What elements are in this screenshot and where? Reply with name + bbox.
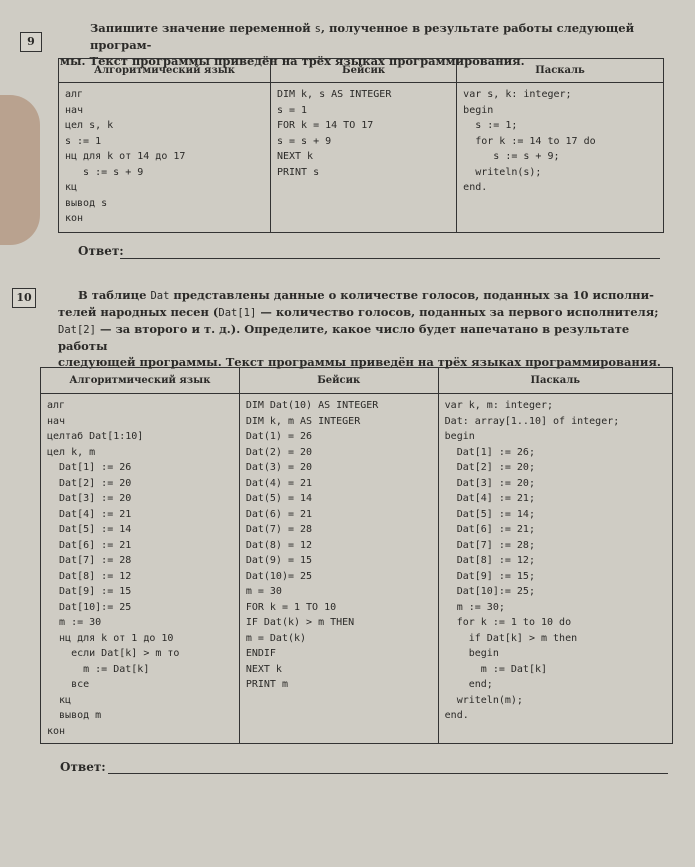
intro-text: представлены данные о количестве голосов, поданных за 10 исполни- (169, 288, 654, 302)
task-10-pascal-code (438, 394, 672, 744)
task-9-alg-line: нц для k от 14 до 17 (65, 151, 186, 162)
task-9-intro-var: s (314, 23, 321, 35)
task-10-pascal-line: Dat[3] := 20; (444, 477, 535, 489)
task-10-alg-line: все (47, 679, 90, 690)
inline-code: Dat (150, 290, 170, 302)
task-10-pascal-line: if Dat[k] > m then (444, 632, 578, 644)
task-10-pascal-line: m := 30; (444, 601, 505, 613)
task-10-basic-code (239, 394, 438, 744)
task-10-alg-line: Dat[8] := 12 (47, 570, 132, 582)
task-10-alg-line: цел k, m (47, 446, 96, 458)
task-10-intro-line1 (58, 287, 678, 304)
task-10-alg-line: кон (47, 725, 66, 737)
task-10-pascal-line: var k, m: integer; (444, 400, 554, 411)
task-10-intro (58, 287, 678, 370)
intro-text: В таблице (78, 288, 151, 302)
task-9-header-alg: Алгоритмический язык (59, 59, 271, 83)
task-9-header-pascal: Паскаль (457, 59, 664, 83)
task-9-alg-line: кц (65, 182, 78, 193)
task-9-alg-line: s := s + 9 (65, 166, 144, 178)
task-10-basic-line: Dat(2) = 20 (245, 446, 313, 458)
task-10-answer-line[interactable] (108, 773, 668, 774)
task-10-answer-label: Ответ: (60, 760, 106, 774)
task-10-basic-line: DIM Dat(10) AS INTEGER (245, 400, 379, 411)
task-10-pascal-line: Dat[9] := 15; (444, 570, 535, 582)
task-9-pascal-line: s := 1; (463, 120, 518, 131)
task-10-alg-line: кц (47, 694, 72, 706)
task-9-basic-line: DIM k, s AS INTEGER (276, 89, 392, 100)
task-10-alg-line: нач (47, 415, 66, 427)
task-9-pascal-line: for k := 14 to 17 do (463, 135, 596, 147)
task-9-alg-line: вывод s (65, 197, 108, 209)
intro-text: телей народных песен ( (58, 305, 219, 319)
task-10-alg-line: Dat[2] := 20 (47, 477, 132, 489)
task-10-pascal-line: Dat[4] := 21; (444, 493, 535, 504)
task-10-basic-line: Dat(1) = 26 (245, 431, 313, 442)
task-10-basic-line: Dat(5) = 14 (245, 493, 313, 504)
task-9-program-table (58, 58, 664, 233)
task-10-pascal-line: Dat: array[1..10] of integer; (444, 415, 620, 427)
task-10-pascal-line: m := Dat[k] (444, 663, 548, 675)
task-9-header-basic: Бейсик (270, 59, 456, 83)
task-9-pascal-line: var s, k: integer; (463, 89, 572, 100)
task-10-pascal-line: Dat[8] := 12; (444, 555, 535, 566)
task-10-basic-line: Dat(3) = 20 (245, 462, 313, 473)
task-10-basic-line: DIM k, m AS INTEGER (245, 415, 361, 427)
task-9-pascal-line: writeln(s); (463, 166, 542, 178)
task-10-header-basic: Бейсик (239, 368, 438, 394)
task-10-alg-line: алг (47, 400, 66, 411)
task-10-basic-line: IF Dat(k) > m THEN (245, 617, 355, 628)
task-10-basic-line: m = Dat(k) (245, 632, 307, 644)
task-10-alg-line: вывод m (47, 710, 102, 721)
task-9-basic-code (270, 83, 456, 233)
task-9-answer-label: Ответ: (78, 244, 124, 258)
task-9-basic-line: s = s + 9 (276, 135, 332, 147)
task-10-pascal-line: Dat[7] := 28; (444, 539, 535, 551)
task-10-pascal-line: begin (444, 648, 499, 659)
task-10-intro-line4: следующей программы. Текст программы приведён на трёх языках программирования. (58, 355, 661, 369)
task-10-alg-line: Dat[10]:= 25 (47, 601, 132, 613)
task-9-pascal-line: end. (463, 182, 488, 193)
task-10-basic-line: Dat(4) = 21 (245, 477, 313, 489)
task-10-pascal-line: begin (444, 431, 475, 442)
task-10-pascal-line: Dat[5] := 14; (444, 508, 535, 520)
task-10-header-alg: Алгоритмический язык (41, 368, 240, 394)
task-10-alg-line: если Dat[k] > m то (47, 648, 180, 659)
task-10-intro-line3 (58, 321, 678, 354)
intro-text: — количество голосов, поданных за первого исполнителя; (256, 305, 659, 319)
task-9-alg-code (59, 83, 271, 233)
task-10-basic-line: ENDIF (245, 648, 276, 659)
task-9-intro-b: , полученное в результате работы следующей програм- (90, 21, 635, 52)
task-9-basic-line: NEXT k (276, 151, 314, 162)
task-10-pascal-line: Dat[1] := 26; (444, 446, 535, 458)
task-10-basic-line: Dat(6) = 21 (245, 508, 313, 520)
task-10-basic-line: Dat(8) = 12 (245, 539, 313, 551)
task-10-basic-line: Dat(9) = 15 (245, 555, 313, 566)
task-10-alg-line: Dat[5] := 14 (47, 524, 132, 535)
task-9-pascal-code (457, 83, 664, 233)
task-9-alg-line: кон (65, 213, 84, 224)
task-9-alg-line: алг (65, 89, 84, 100)
task-10-alg-line: целтаб Dat[1:10] (47, 431, 144, 442)
task-9-pascal-line: begin (463, 104, 494, 116)
task-10-basic-line: NEXT k (245, 663, 282, 675)
task-10-intro-line2 (58, 304, 678, 321)
task-10-alg-line: Dat[9] := 15 (47, 586, 132, 597)
task-10-alg-line: Dat[7] := 28 (47, 555, 132, 566)
task-10-alg-line: Dat[4] := 21 (47, 508, 132, 520)
task-9-intro-a: Запишите значение переменной (90, 21, 315, 35)
task-9-alg-line: s := 1 (65, 135, 102, 147)
inline-code: Dat[1] (218, 307, 257, 319)
task-9-pascal-line: s := s + 9; (463, 151, 560, 162)
task-10-alg-line: нц для k от 1 до 10 (47, 632, 174, 644)
task-10-basic-line: m = 30 (245, 586, 282, 597)
task-9-alg-line: нач (65, 104, 84, 116)
task-10-pascal-line: Dat[10]:= 25; (444, 586, 535, 597)
inline-code: Dat[2] (58, 324, 96, 336)
thumb (0, 95, 40, 245)
task-10-alg-line: Dat[1] := 26 (47, 462, 132, 473)
task-9-basic-line: FOR k = 14 TO 17 (276, 120, 374, 131)
task-10-basic-line: PRINT m (245, 679, 288, 690)
task-10-number: 10 (12, 288, 36, 308)
task-10-pascal-line: end; (444, 679, 493, 690)
task-10-program-table (40, 367, 673, 744)
task-10-pascal-line: Dat[2] := 20; (444, 462, 535, 473)
task-9-number: 9 (20, 32, 42, 52)
task-10-pascal-line: end. (444, 710, 469, 721)
task-10-pascal-line: Dat[6] := 21; (444, 524, 535, 535)
task-9-answer-line[interactable] (120, 258, 660, 259)
task-9-basic-line: PRINT s (276, 166, 320, 178)
task-10-basic-line: FOR k = 1 TO 10 (245, 601, 337, 613)
task-9-alg-line: цел s, k (65, 120, 114, 131)
task-10-pascal-line: for k := 1 to 10 do (444, 617, 572, 628)
task-10-basic-line: Dat(7) = 28 (245, 524, 313, 535)
task-10-header-pascal: Паскаль (438, 368, 672, 394)
task-10-pascal-line: writeln(m); (444, 694, 523, 706)
task-10-basic-line: Dat(10)= 25 (245, 570, 313, 582)
task-10-alg-line: m := Dat[k] (47, 663, 150, 675)
task-10-alg-line: Dat[3] := 20 (47, 493, 132, 504)
task-10-alg-line: m := 30 (47, 617, 102, 628)
task-10-alg-line: Dat[6] := 21 (47, 539, 132, 551)
intro-text: — за второго и т. д.). Определите, какое число будет напечатано в результате работы (58, 322, 630, 353)
task-9-basic-line: s = 1 (276, 104, 308, 116)
task-9-intro-line2: мы. Текст программы приведён на трёх языках программирования. (60, 54, 525, 68)
task-10-alg-code (41, 394, 240, 744)
